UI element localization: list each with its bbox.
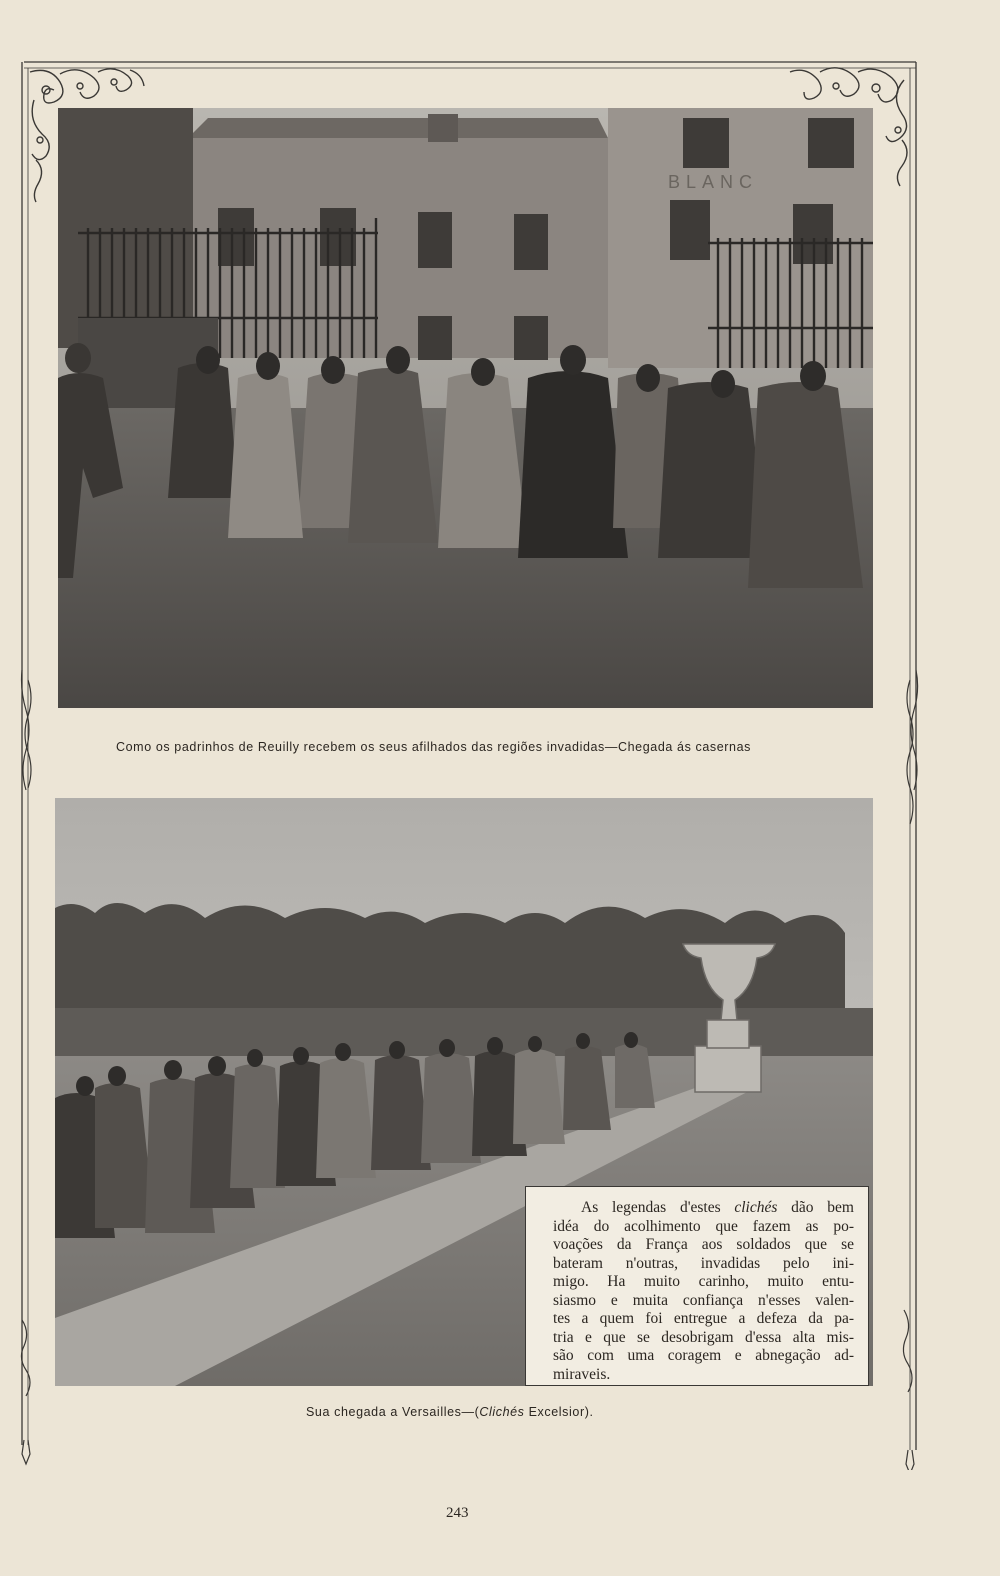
- article-text-line: idéa do acolhimento que fazem as po-: [553, 1217, 854, 1235]
- photo-caption-top: Como os padrinhos de Reuilly recebem os seus afilhados das regiões invadidas—Chegada ás casernas: [116, 740, 752, 754]
- article-text-line: voações da França aos soldados que se: [553, 1236, 854, 1253]
- article-text-line: tes a quem foi entregue a defeza da pa-: [553, 1310, 854, 1327]
- article-text-line: são com uma coragem e abnegação ad-: [553, 1347, 854, 1364]
- caption-bottom-end: Excelsior).: [524, 1405, 594, 1419]
- article-text-line: siasmo e muita confiança n'esses valen-: [553, 1291, 854, 1309]
- article-text-line: As legendas d'estes clichés dão bem: [581, 1199, 854, 1216]
- article-text-line: tria e que se desobrigam d'essa alta mis-: [553, 1328, 854, 1346]
- article-text-line: migo. Ha muito carinho, muito entu-: [553, 1273, 854, 1290]
- photo-caption-bottom: [306, 1405, 594, 1419]
- article-text-box: [525, 1186, 869, 1386]
- photo-soldiers-barracks: [58, 108, 873, 708]
- shop-sign-text: BLANC: [668, 172, 759, 192]
- article-text-line: miraveis.: [553, 1365, 611, 1383]
- page-number: 243: [446, 1505, 469, 1521]
- caption-bottom-main: Sua chegada a Versailles—(: [306, 1405, 480, 1419]
- caption-bottom-credit: Clichés: [479, 1405, 525, 1419]
- article-text-line: bateram n'outras, invadidas pelo ini-: [553, 1254, 854, 1272]
- emphasis-cliches: clichés: [734, 1199, 778, 1216]
